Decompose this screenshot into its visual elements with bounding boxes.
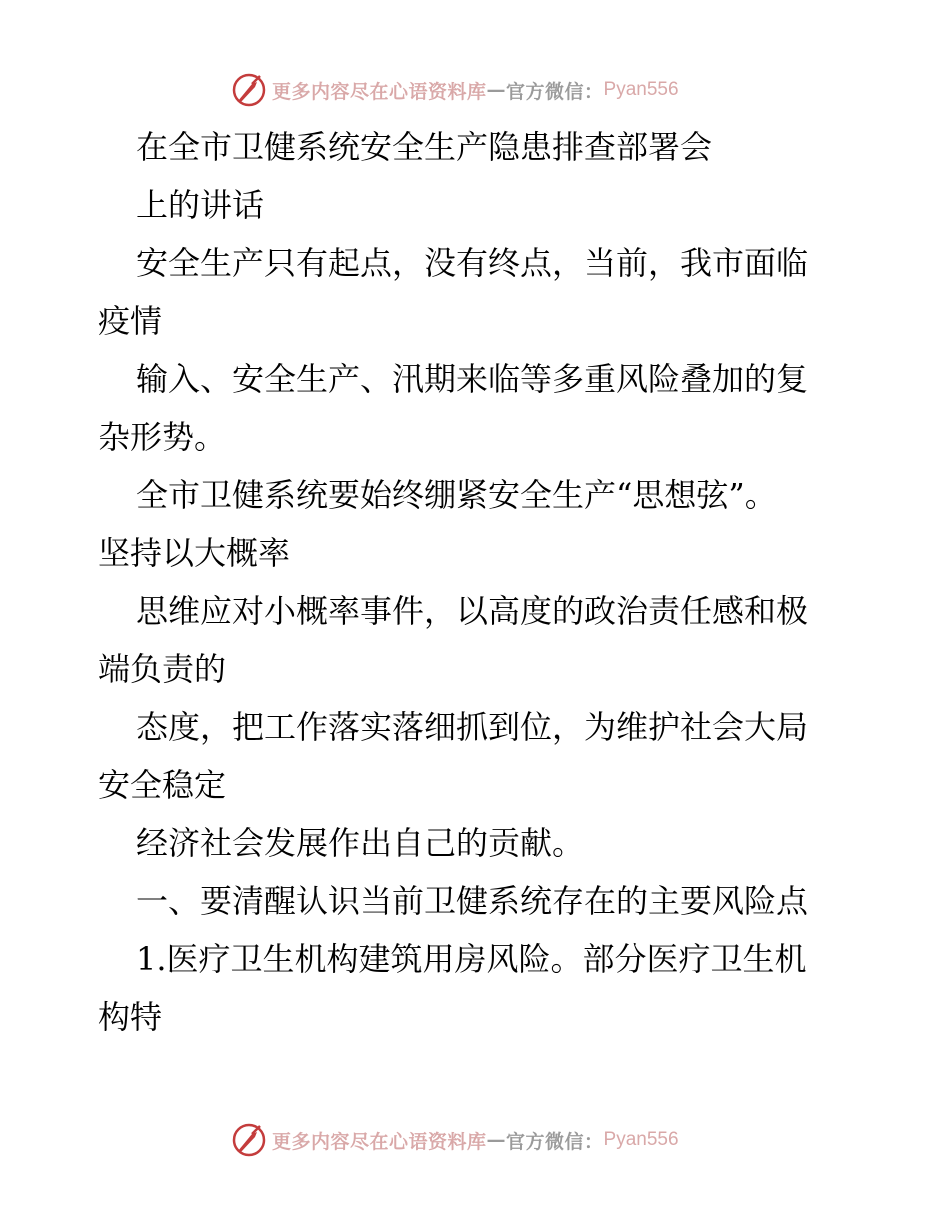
document-title-line-2: 上的讲话 xyxy=(136,186,265,224)
watermark-banner-top xyxy=(230,70,679,110)
body-line: 经济社会发展作出自己的贡献。 xyxy=(136,824,585,862)
watermark-dash: — xyxy=(486,79,507,101)
body-line: 思维应对小概率事件，以高度的政治责任感和极 xyxy=(136,592,809,630)
body-line: 安全稳定 xyxy=(98,766,227,804)
body-line: 1.医疗卫生机构建筑用房风险。部分医疗卫生机 xyxy=(136,940,807,978)
body-line: 全市卫健系统要始终绷紧安全生产“思想弦”。 xyxy=(136,476,777,514)
body-line: 安全生产只有起点，没有终点，当前，我市面临 xyxy=(136,244,809,282)
watermark-site-text: 更多内容尽在心语资料库 xyxy=(272,80,487,103)
watermark-wechat-label: 官方微信： xyxy=(506,1130,604,1153)
quill-pen-logo-icon xyxy=(230,1121,268,1159)
body-line: 输入、安全生产、汛期来临等多重风险叠加的复 xyxy=(136,360,809,398)
section-heading: 一、要清醒认识当前卫健系统存在的主要风险点 xyxy=(136,882,809,920)
watermark-dash: — xyxy=(486,1129,507,1151)
body-line: 坚持以大概率 xyxy=(98,534,291,572)
body-line: 杂形势。 xyxy=(98,418,227,456)
quill-pen-logo-icon xyxy=(230,71,268,109)
watermark-site-text: 更多内容尽在心语资料库 xyxy=(272,1130,487,1153)
body-line: 态度，把工作落实落细抓到位，为维护社会大局 xyxy=(136,708,809,746)
body-line: 端负责的 xyxy=(98,650,227,688)
watermark-banner-bottom xyxy=(230,1120,679,1160)
body-line: 疫情 xyxy=(98,302,163,340)
watermark-wechat-id: Pyan556 xyxy=(603,1129,679,1150)
document-title-line-1: 在全市卫健系统安全生产隐患排查部署会 xyxy=(136,128,713,166)
body-line: 构特 xyxy=(98,998,163,1036)
watermark-wechat-label: 官方微信： xyxy=(506,80,604,103)
watermark-wechat-id: Pyan556 xyxy=(603,79,679,100)
